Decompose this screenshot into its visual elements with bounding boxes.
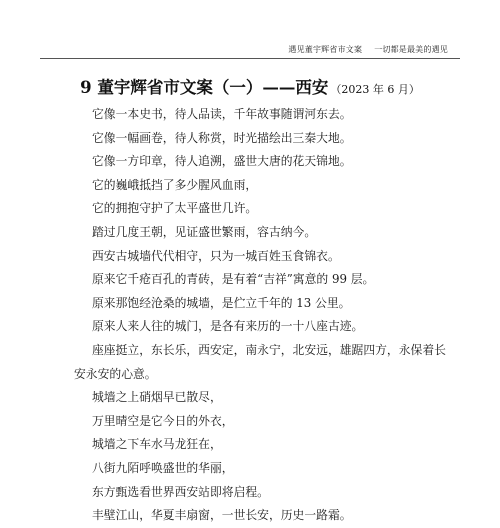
page-title [0, 74, 500, 98]
wrapped-paragraph [74, 339, 446, 386]
title-date: （2023 年 6 月） [330, 83, 420, 96]
title-main: 9 董宇辉省市文案（一）——西安 [80, 78, 329, 97]
text-line: 它的巍峨抵挡了多少腥风血雨， [92, 177, 258, 192]
text-line: 丰壁江山，华夏丰扇窗，一世长安，历史一路霜。 [92, 508, 352, 523]
text-line: 城墙之上硝烟早已散尽， [92, 390, 222, 405]
text-line: 它像一方印章，待人追溯，盛世大唐的花天锦地。 [92, 154, 352, 169]
running-header-right: 一切都是最美的遇见 [374, 45, 448, 54]
text-line: 原来人来人往的城门，是各有来历的一十八座古迹。 [92, 319, 364, 334]
text-line: 原来它千疮百孔的青砖，是有着“吉祥”寓意的 99 层。 [92, 272, 375, 287]
text-line: 东方甄选看世界西安站即将启程。 [92, 484, 269, 499]
text-line: 万里晴空是它今日的外衣， [92, 413, 234, 428]
wrapped-line-cont: 安永安的心意。 [74, 366, 157, 381]
text-line: 它像一本史书，待人品读，千年故事随谓河东去。 [92, 107, 352, 121]
running-header-left: 遇见董宇辉省市文案 [288, 45, 363, 54]
text-line: 八街九陌呼唤盛世的华丽， [92, 460, 234, 475]
text-line: 原来那饱经沧桑的城墙，是伫立千年的 13 公里。 [92, 295, 351, 310]
header-rule [40, 58, 460, 59]
text-line: 它的拥抱守护了太平盛世几许。 [92, 201, 258, 216]
wrapped-line-first: 座座挺立，东长乐，西安定，南永宁，北安远，雄踞四方，永保着长 [92, 342, 446, 357]
text-line: 西安古城墙代代相守，只为一城百姓玉食锦衣。 [92, 248, 340, 263]
document-body [74, 103, 446, 528]
running-header [288, 44, 448, 55]
text-line: 它像一幅画卷，待人称赏，时光描绘出三秦大地。 [92, 130, 352, 145]
text-line: 城墙之下车水马龙狂在， [92, 437, 222, 452]
text-line: 踏过几度王朝，见证盛世繁雨，容古纳今。 [92, 224, 317, 239]
